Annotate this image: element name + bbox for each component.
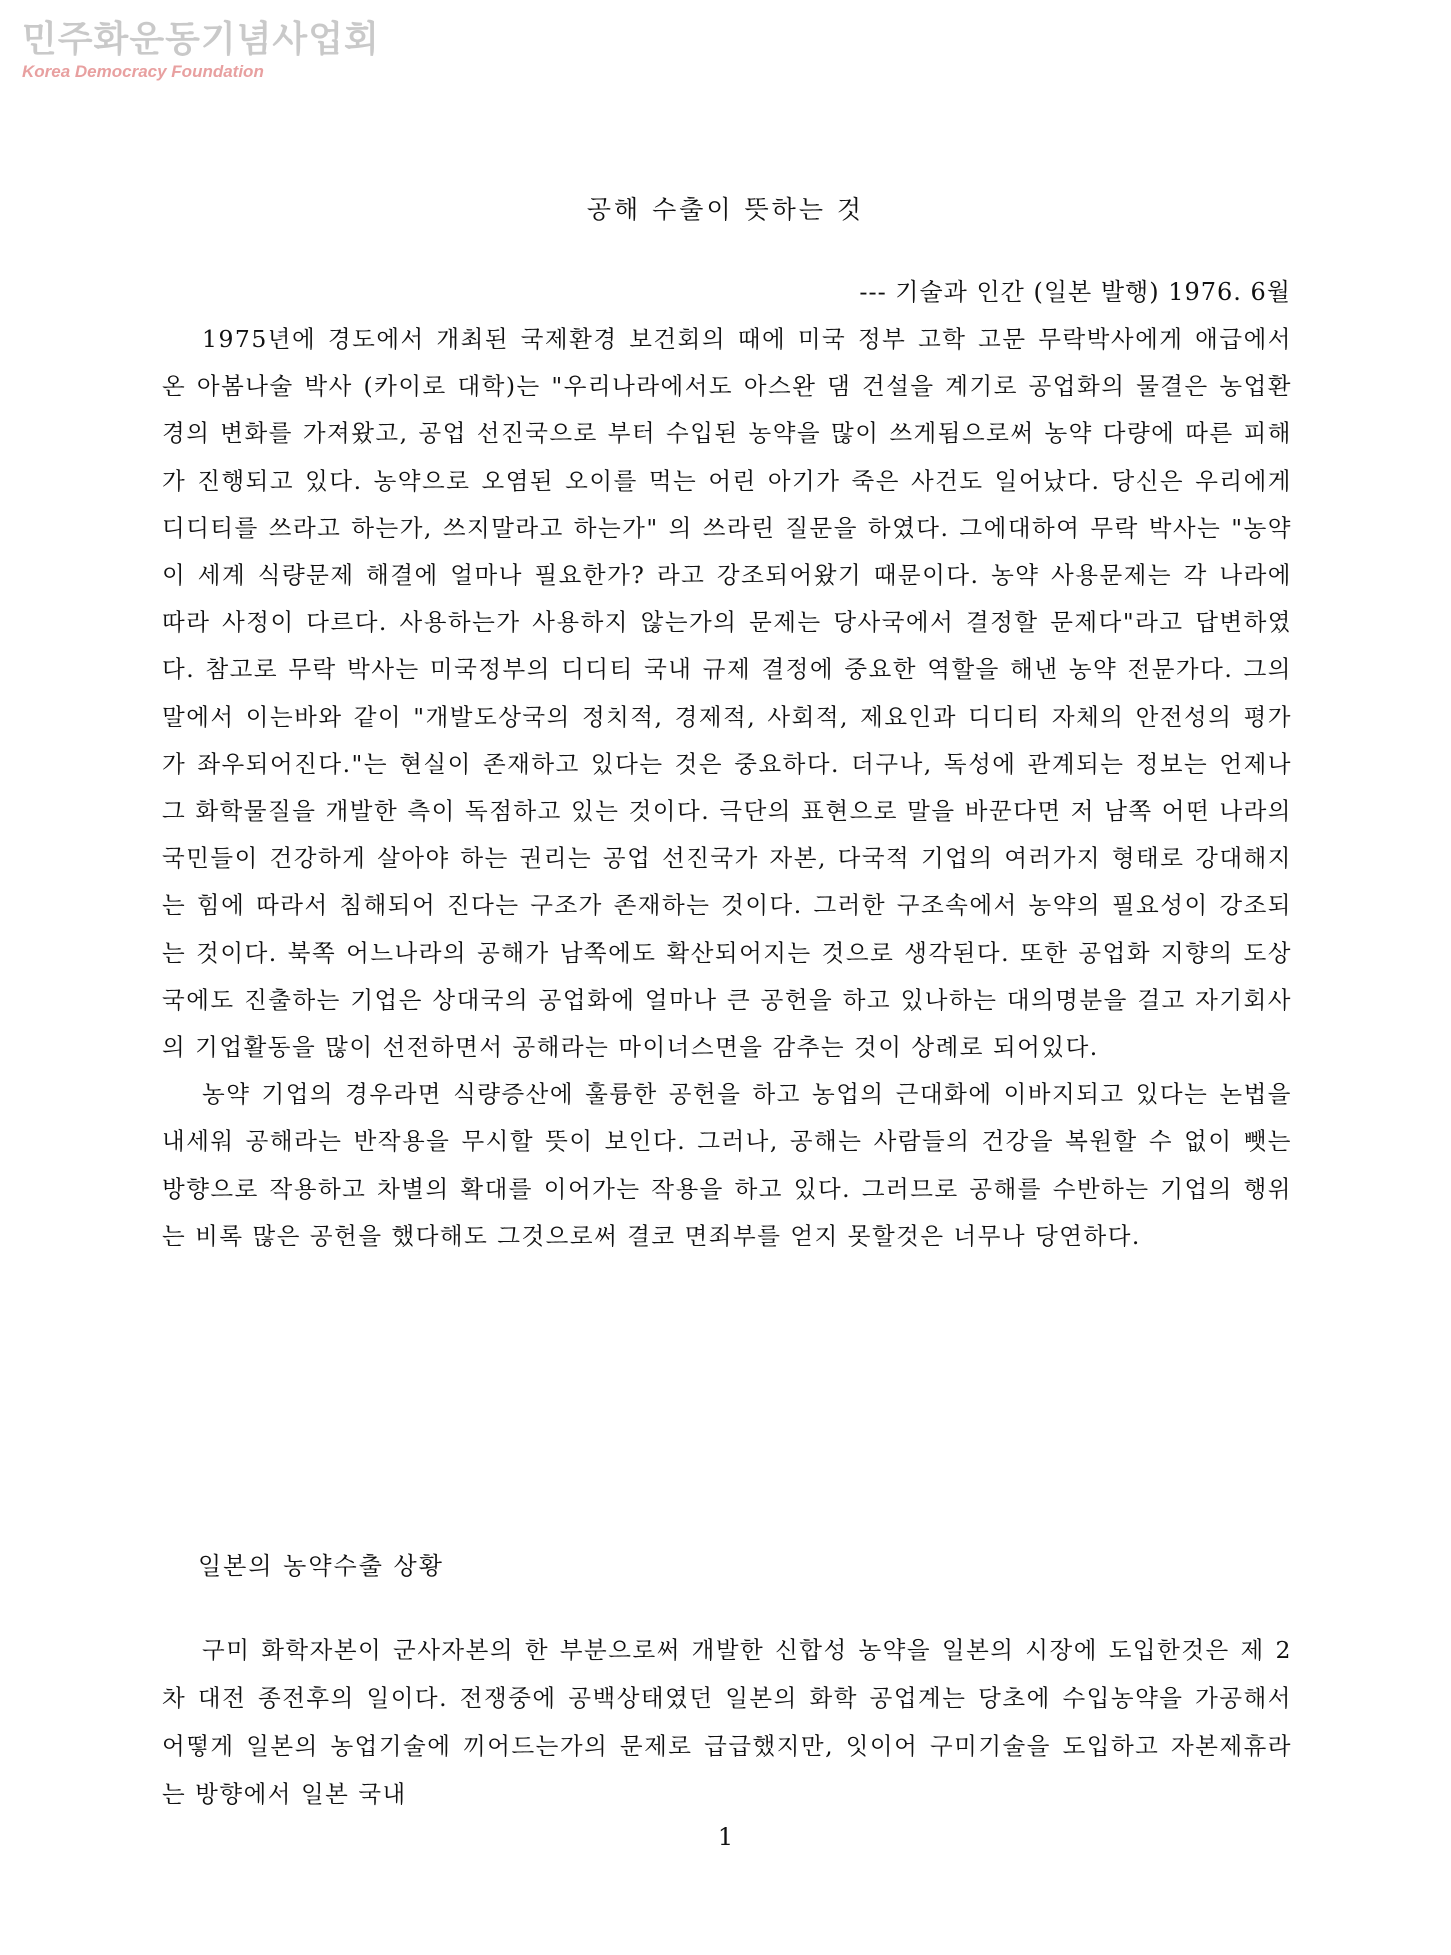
document-body	[162, 316, 1292, 1260]
watermark-korean-text: 민주화운동기념사업회	[22, 19, 380, 60]
watermark	[22, 18, 380, 82]
page-number: 1	[717, 1823, 734, 1851]
watermark-english-text: Korea Democracy Foundation	[22, 62, 264, 81]
section-heading: 일본의 농약수출 상황	[198, 1552, 444, 1580]
section-body	[162, 1626, 1292, 1818]
source-citation: --- 기술과 인간 (일본 발행) 1976. 6월	[859, 278, 1291, 306]
document-title: 공해 수출이 뜻하는 것	[586, 195, 865, 224]
body-paragraph: 농약 기업의 경우라면 식량증산에 훌륭한 공헌을 하고 농업의 근대화에 이바지되고 있다는 논법을 내세워 공해라는 반작용을 무시할 뜻이 보인다. 그러나, 공해는 사람들의 건강을 복원할 수 없이 뺏는 방향으로 작용하고 차별의 확대를 이어가는 작용을 하고 있다. 그러므로 공해를 수반하는 기업의 행위는 비록 많은 공헌을 했다해도 그것으로써 결코 면죄부를 얻지 못할것은 너무나 당연하다.	[162, 1080, 1292, 1250]
body-paragraph: 구미 화학자본이 군사자본의 한 부분으로써 개발한 신합성 농약을 일본의 시장에 도입한것은 제 2차 대전 종전후의 일이다. 전쟁중에 공백상태였던 일본의 화학 공업계는 당초에 수입농약을 가공해서 어떻게 일본의 농업기술에 끼어드는가의 문제로 급급했지만, 잇이어 구미기술을 도입하고 자본제휴라는 방향에서 일본 국내	[162, 1636, 1292, 1808]
body-paragraph: 1975년에 경도에서 개최된 국제환경 보건회의 때에 미국 정부 고학 고문 무락박사에게 애급에서 온 아봄나술 박사 (카이로 대학)는 "우리나라에서도 아스완 댐 건설을 계기로 공업화의 물결은 농업환경의 변화를 가져왔고, 공업 선진국으로 부터 수입된 농약을 많이 쓰게됨으로써 농약 다량에 따른 피해가 진행되고 있다. 농약으로 오염된 오이를 먹는 어린 아기가 죽은 사건도 일어났다. 당신은 우리에게 디디티를 쓰라고 하는가, 쓰지말라고 하는가" 의 쓰라린 질문을 하였다. 그에대하여 무락 박사는 "농약이 세계 식량문제 해결에 얼마나 필요한가? 라고 강조되어왔기 때문이다. 농약 사용문제는 각 나라에 따라 사정이 다르다. 사용하는가 사용하지 않는가의 문제는 당사국에서 결정할 문제다"라고 답변하였다. 참고로 무락 박사는 미국정부의 디디티 국내 규제 결정에 중요한 역할을 해낸 농약 전문가다. 그의 말에서 이는바와 같이 "개발도상국의 정치적, 경제적, 사회적, 제요인과 디디티 자체의 안전성의 평가가 좌우되어진다."는 현실이 존재하고 있다는 것은 중요하다. 더구나, 독성에 관계되는 정보는 언제나 그 화학물질을 개발한 측이 독점하고 있는 것이다. 극단의 표현으로 말을 바꾼다면 저 남쪽 어떤 나라의 국민들이 건강하게 살아야 하는 권리는 공업 선진국가 자본, 다국적 기업의 여러가지 형태로 강대해지는 힘에 따라서 침해되어 진다는 구조가 존재하는 것이다. 그러한 구조속에서 농약의 필요성이 강조되는 것이다. 북쪽 어느나라의 공해가 남쪽에도 확산되어지는 것으로 생각된다. 또한 공업화 지향의 도상국에도 진출하는 기업은 상대국의 공업화에 얼마나 큰 공헌을 하고 있나하는 대의명분을 걸고 자기회사의 기업활동을 많이 선전하면서 공해라는 마이너스면을 감추는 것이 상례로 되어있다.	[162, 325, 1292, 1062]
